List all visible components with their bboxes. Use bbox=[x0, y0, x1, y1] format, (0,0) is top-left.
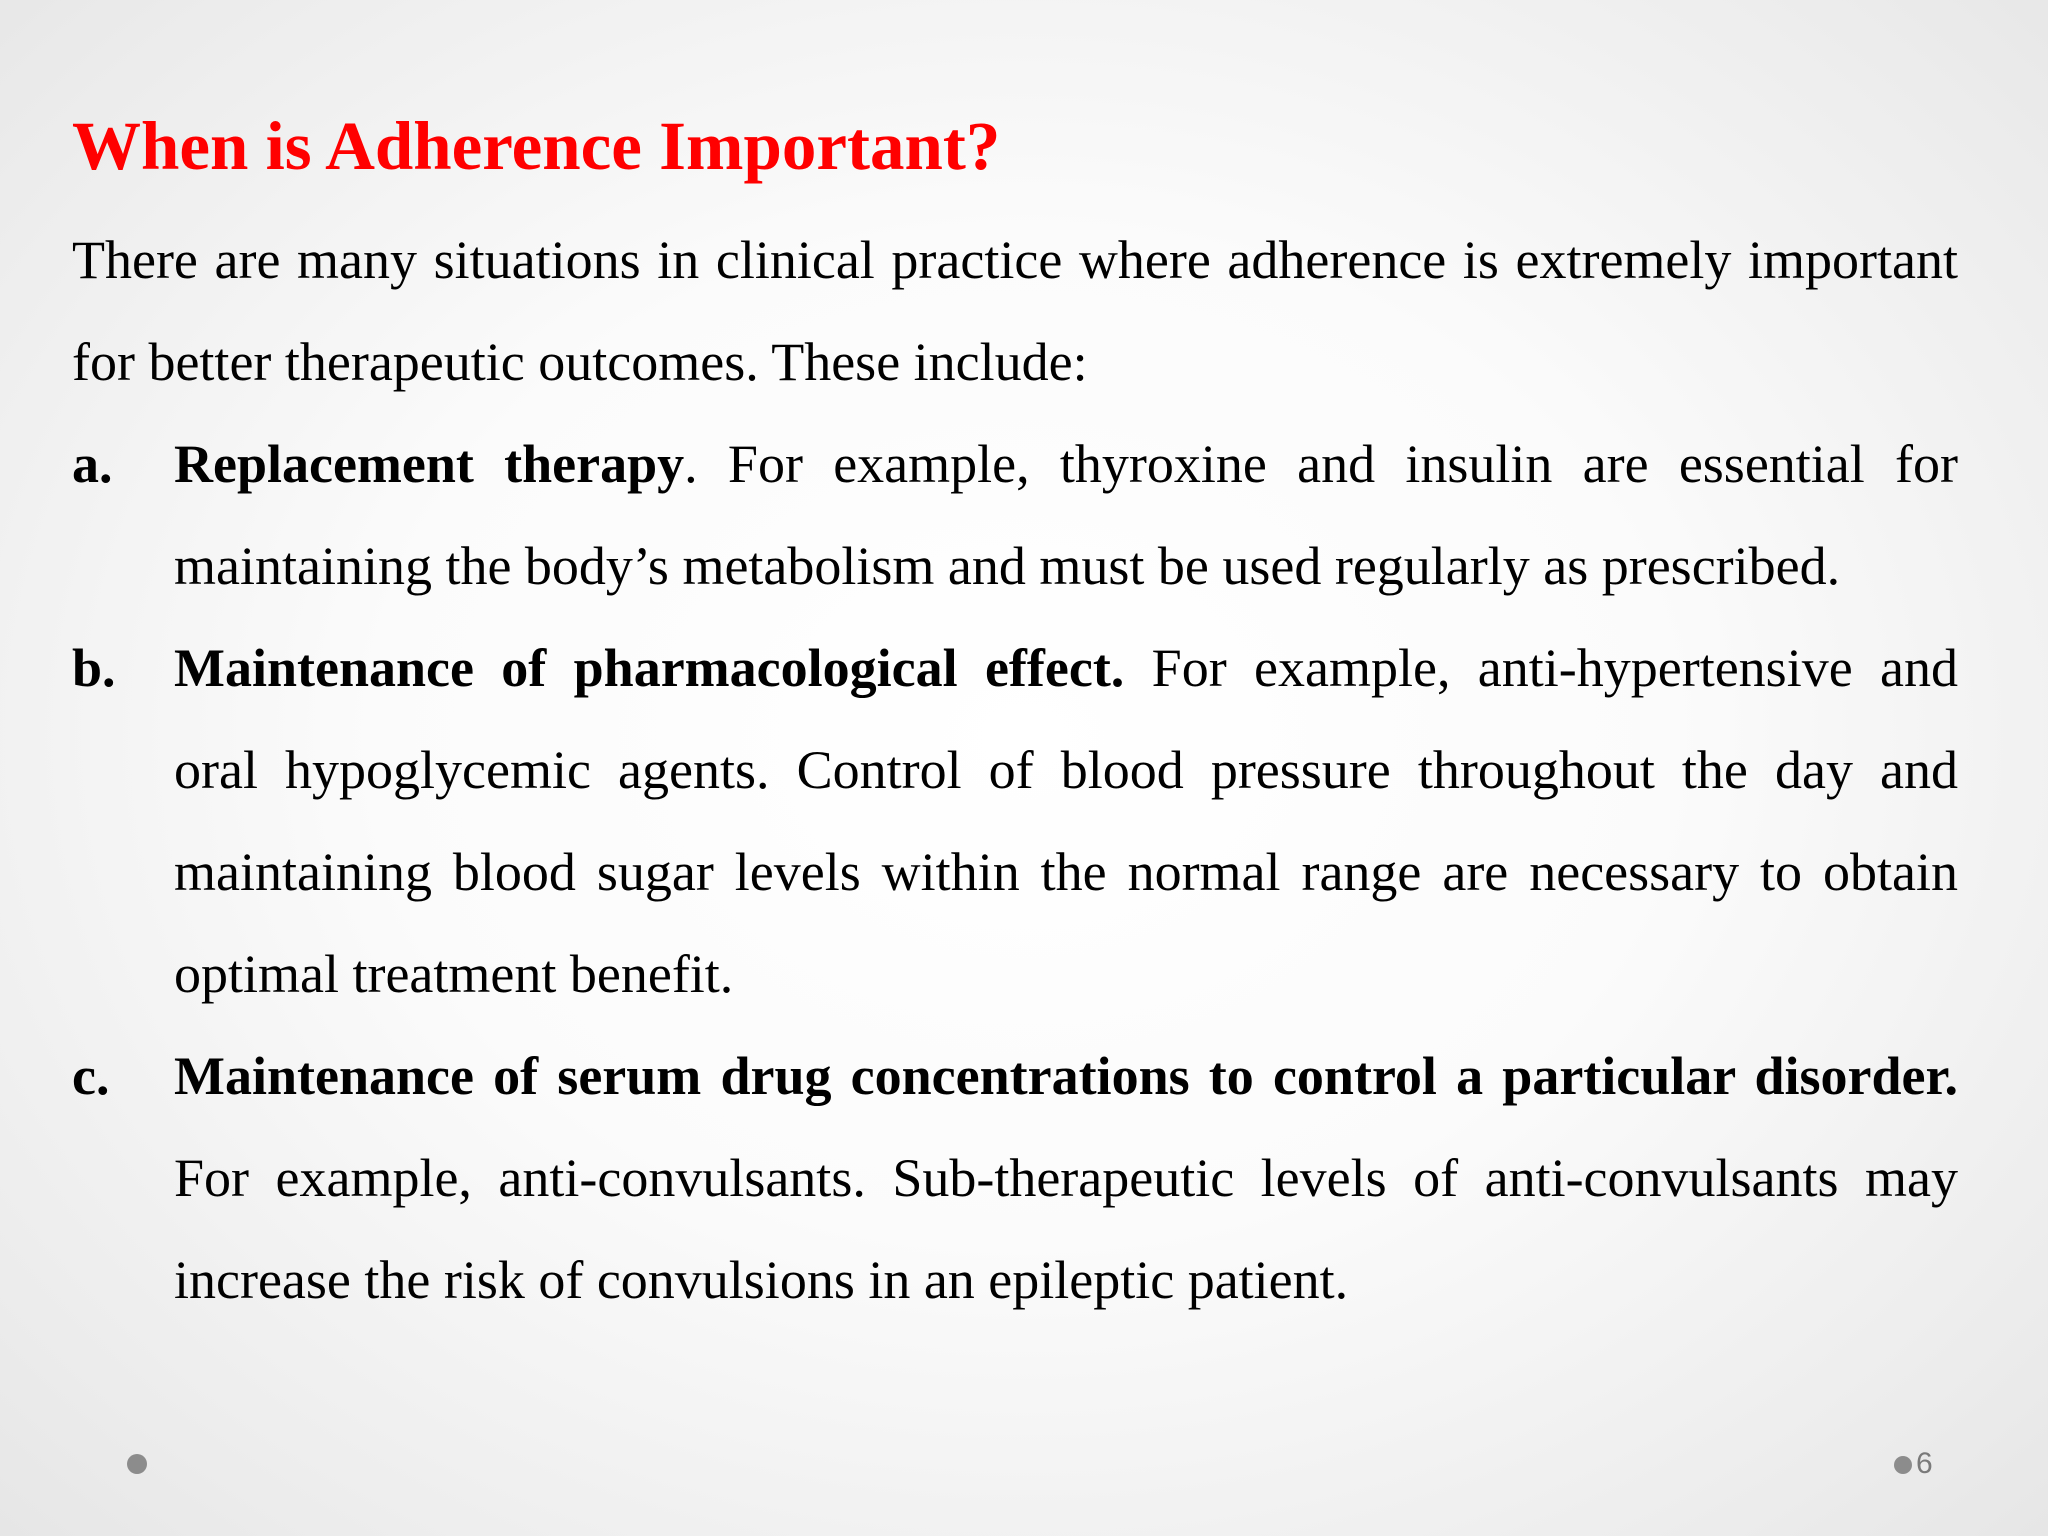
list-marker: b. bbox=[72, 638, 116, 698]
list-item-body bbox=[174, 617, 1958, 1025]
list-item-lead: Maintenance of serum drug concentrations to control a particular disorder. bbox=[174, 1046, 1958, 1106]
intro-paragraph: There are many situations in clinical practice where adherence is extremely important for better therapeutic outcomes. These include: bbox=[72, 230, 1958, 392]
list-item-lead: Replacement therapy bbox=[174, 434, 685, 494]
list-item-text: . For example, thyroxine and insulin are essential for maintaining the body’s metabolism and must be used regularly as prescribed. bbox=[174, 434, 1958, 596]
footer-dot-left-icon bbox=[127, 1454, 147, 1474]
list-item-body bbox=[174, 1025, 1958, 1331]
list-item-body bbox=[174, 413, 1958, 617]
list-marker: a. bbox=[72, 434, 113, 494]
list-item-text: For example, anti-convulsants. Sub-therapeutic levels of anti-convulsants may increase the risk of convulsions in an epileptic patient. bbox=[174, 1148, 1958, 1310]
list-item bbox=[72, 1025, 1958, 1331]
list-item bbox=[72, 617, 1958, 1025]
list-marker: c. bbox=[72, 1046, 110, 1106]
footer-dot-right-icon bbox=[1894, 1456, 1912, 1474]
list-item-lead: Maintenance of pharmacological effect. bbox=[174, 638, 1125, 698]
list-item-text: For example, anti-hypertensive and oral hypoglycemic agents. Control of blood pressure throughout the day and maintaining blood sugar levels within the normal range are necessary to obtain optimal treatment benefit. bbox=[174, 638, 1958, 1004]
page-number: 6 bbox=[1916, 1447, 1933, 1480]
adherence-list bbox=[72, 413, 1958, 1331]
list-item bbox=[72, 413, 1958, 617]
slide-title: When is Adherence Important? bbox=[72, 108, 1001, 184]
